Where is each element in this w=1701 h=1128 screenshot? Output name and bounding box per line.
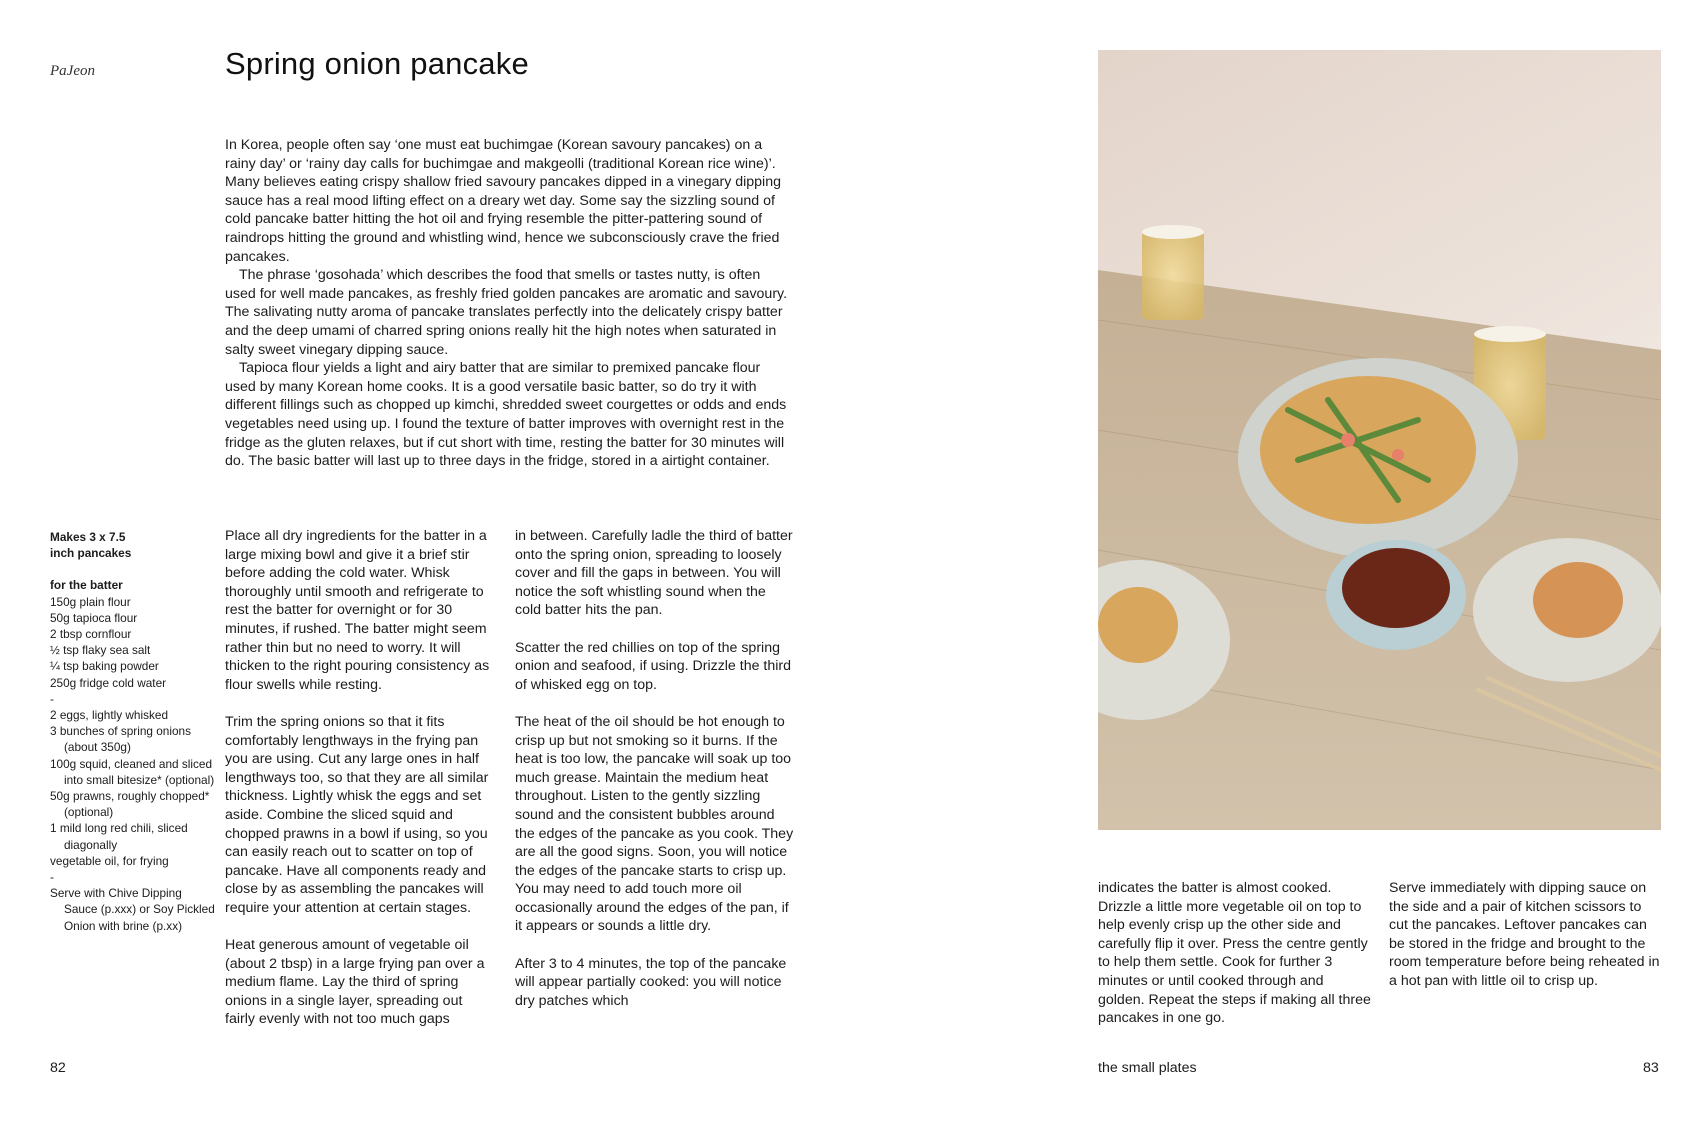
- page-title: Spring onion pancake: [225, 46, 529, 81]
- method-paragraph: Heat generous amount of vegetable oil (about 2 tbsp) in a large frying pan over a medium flame. Lay the third of spring onions in a single layer, spreading out fairly evenly with not too much gaps: [225, 937, 485, 1028]
- pancake-photo: [1098, 50, 1661, 830]
- ingredient-item: 100g squid, cleaned and sliced into small bitesize* (optional): [50, 756, 215, 787]
- method-paragraph: Place all dry ingredients for the batter in a large mixing bowl and give it a brief stir before adding the cold water. Whisk thoroughly until smooth and refrigerate to rest the batter for overnight or for 30 minutes, if rushed. The batter might seem rather thin but no need to worry. It will thicken to the right pouring consistency as flour swells while resting.: [225, 528, 490, 693]
- chapter-kicker: PaJeon: [50, 63, 95, 79]
- page-number-left: 82: [50, 1060, 66, 1076]
- side-plate-right: [1473, 538, 1661, 682]
- ingredient-item: 1 mild long red chili, sliced diagonally: [50, 821, 188, 852]
- method-column-2: [515, 527, 795, 1029]
- ingredient-item: 150g plain flour: [50, 594, 131, 609]
- ingredient-item: 250g fridge cold water: [50, 675, 167, 690]
- pancake-plate: [1238, 358, 1518, 558]
- intro-paragraph: In Korea, people often say ‘one must eat buchimgae (Korean savoury pancakes) on a rainy day’ or ‘rainy day calls for buchimgae and makgeolli (traditional Korean rice wine)’. Many believes eating crispy shallow fried savoury pancakes dipped in a vinegary dipping sauce has a real mood lifting effect on a dreary wet day. Some say the sizzling sound of cold pancake batter hitting the hot oil and frying resemble the pitter-pattering sound of raindrops hitting the ground and whistling wind, hence we subconsciously crave the fried pancakes.: [225, 137, 781, 265]
- method-paragraph: Serve immediately with dipping sauce on the side and a pair of kitchen scissors to cut the pancakes. Leftover pancakes can be stored in the fridge and brought to the room temperature before being reheated in a hot pan with little oil to crisp up.: [1389, 880, 1660, 989]
- ingredient-item: 50g tapioca flour: [50, 610, 138, 625]
- method-column-4: [1389, 879, 1664, 1009]
- ingredient-item: 2 tbsp cornflour: [50, 627, 132, 642]
- ingredient-divider: -: [50, 691, 54, 706]
- method-column-3: [1098, 879, 1373, 1046]
- method-paragraph: indicates the batter is almost cooked. Drizzle a little more vegetable oil on top to help evenly crisp up the other side and carefully flip it over. Press the centre gently to help them settle. Cook for further 3 minutes or until cooked through and golden. Repeat the steps if making all three pancakes in one go.: [1098, 880, 1371, 1027]
- batter-heading: for the batter: [50, 578, 123, 593]
- method-paragraph: The heat of the oil should be hot enough to crisp up but not smoking so it burns. If the heat is too low, the pancake will soak up too much grease. Maintain the medium heat throughout. Listen to the gently sizzling sound and the consistent bubbles around the edges of the pancake as you cook. They are all the good signs. Soon, you will notice the edges of the pancake starts to crisp up. You may need to add touch more oil occasionally around the edges of the pan, if it appears or sounds a little dry.: [515, 713, 794, 935]
- section-footer: the small plates: [1098, 1060, 1197, 1076]
- intro-paragraph: Tapioca flour yields a light and airy batter that are similar to premixed pancake flour used by many Korean home cooks. It is a good versatile basic batter, so do try it with different fillings such as chopped up kimchi, shredded sweet courgettes or odds and ends vegetables need using up. I found the texture of batter improves with overnight rest in the fridge as the gluten relaxes, but if cut short with time, resting the batter for 30 minutes will do. The basic batter will last up to three days in the fridge, stored in a airtight container.: [225, 360, 787, 470]
- ingredient-item: 3 bunches of spring onions (about 350g): [50, 724, 192, 755]
- ingredient-item: ¼ tsp baking powder: [50, 659, 159, 674]
- ingredient-item: ½ tsp flaky sea salt: [50, 643, 151, 658]
- ingredient-item: 50g prawns, roughly chopped* (optional): [50, 789, 210, 820]
- ingredient-item: vegetable oil, for frying: [50, 853, 169, 868]
- ingredient-item: Serve with Chive Dipping Sauce (p.xxx) or Soy Pickled Onion with brine (p.xx): [50, 886, 215, 933]
- ingredient-item: 2 eggs, lightly whisked: [50, 708, 169, 723]
- intro-paragraph: The phrase ‘gosohada’ which describes the food that smells or tastes nutty, is often used for well made pancakes, as freshly fried golden pancakes are aromatic and savoury. The salivating nutty aroma of pancake translates perfectly into the delicately crispy batter and the deep umami of charred spring onions really hit the high notes when saturated in salty sweet vinegary dipping sauce.: [225, 267, 788, 358]
- intro-text: [225, 136, 790, 471]
- ingredient-divider: -: [50, 870, 54, 885]
- yield-line: Makes 3 x 7.5: [50, 530, 126, 544]
- page-number-right: 83: [1643, 1060, 1659, 1076]
- method-paragraph: in between. Carefully ladle the third of batter onto the spring onion, spreading to loosely cover and fill the gaps in between. You will notice the soft whistling sound when the cold batter hits the pan.: [515, 528, 793, 619]
- beer-glass-left: [1142, 225, 1204, 320]
- method-paragraph: After 3 to 4 minutes, the top of the pancake will appear partially cooked: you will notice dry patches which: [515, 955, 787, 1009]
- yield-line: inch pancakes: [50, 546, 132, 561]
- method-column-1: [225, 527, 495, 1048]
- method-paragraph: Scatter the red chillies on top of the spring onion and seafood, if using. Drizzle the third of whisked egg on top.: [515, 639, 792, 693]
- ingredient-list: [50, 529, 215, 934]
- method-paragraph: Trim the spring onions so that it fits comfortably lengthways in the frying pan you are using. Cut any large ones in half lengthways too, so that they are all similar thickness. Lightly whisk the eggs and set aside. Combine the sliced squid and chopped prawns in a bowl if using, so you can easily reach out to scatter on top of pancake. Have all components ready and close by as assembling the pancakes will require your attention at certain stages.: [225, 713, 489, 916]
- dipping-sauce-bowl: [1326, 540, 1466, 650]
